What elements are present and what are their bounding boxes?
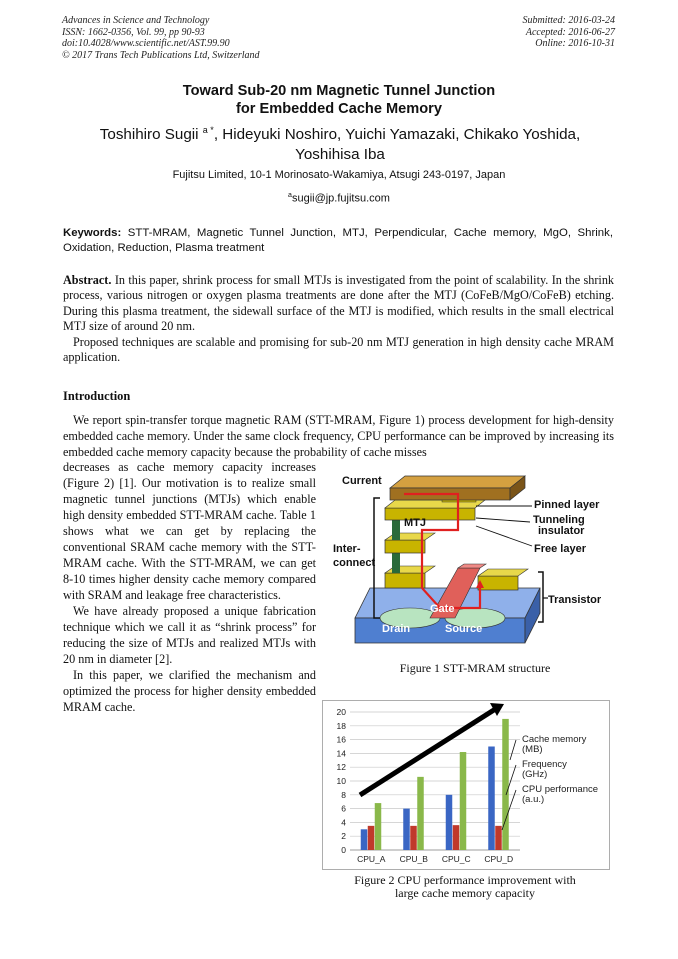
author-list bbox=[70, 121, 610, 164]
label-transistor: Transistor bbox=[548, 594, 602, 606]
figure-1-diagram bbox=[330, 468, 615, 660]
y-tick-label: 8 bbox=[341, 789, 346, 800]
accepted-date: Accepted: 2016-06-27 bbox=[525, 26, 615, 38]
label-free-layer: Free layer bbox=[534, 543, 586, 555]
bar-performance bbox=[502, 719, 509, 850]
intro-column bbox=[63, 459, 316, 715]
intro-col-paragraph-3: In this paper, we clarified the mechanism and optimized the process for higher density embedded MRAM cache. bbox=[63, 668, 316, 714]
label-interconnect-2: connect bbox=[333, 557, 376, 569]
abstract-label: Abstract. bbox=[63, 273, 112, 287]
section-heading-introduction: Introduction bbox=[63, 389, 131, 403]
abstract-paragraph-2: Proposed techniques are scalable and promising for sub-20 nm MTJ generation in high density cache MRAM application. bbox=[63, 334, 614, 365]
y-tick-label: 2 bbox=[341, 831, 346, 842]
bar-performance bbox=[417, 777, 424, 850]
submitted-date: Submitted: 2016-03-24 bbox=[522, 15, 615, 26]
y-tick-label: 20 bbox=[336, 707, 346, 717]
y-tick-label: 0 bbox=[341, 845, 346, 855]
label-current: Current bbox=[342, 475, 382, 487]
label-gate: Gate bbox=[430, 603, 455, 615]
x-tick-label: CPU_D bbox=[484, 854, 514, 864]
bar-frequency bbox=[410, 826, 417, 850]
y-tick-label: 14 bbox=[336, 748, 346, 759]
legend-label: CPU performance bbox=[522, 784, 599, 795]
tunneling-pointer bbox=[476, 518, 530, 522]
legend-label: Cache memory bbox=[522, 734, 587, 745]
email-line bbox=[0, 189, 678, 206]
figure-2-chart bbox=[322, 700, 610, 870]
intro-col-paragraph-2: We have already proposed a unique fabrication technique which we call it as “shrink process” for reducing the size of MTJs and realized MTJs with 20 nm in diameter [2]. bbox=[63, 604, 316, 666]
authors-rest-2: Yoshihisa Iba bbox=[295, 145, 385, 163]
authors-rest-1: , Hideyuki Noshiro, Yuichi Yamazaki, Chikako Yoshida, bbox=[213, 126, 581, 144]
copyright: © 2017 Trans Tech Publications Ltd, Switzerland bbox=[62, 49, 260, 61]
bar-frequency bbox=[495, 826, 502, 850]
title-line-1: Toward Sub-20 nm Magnetic Tunnel Junction bbox=[182, 83, 496, 99]
figure-2-caption-line-1: Figure 2 CPU performance improvement with bbox=[354, 873, 576, 887]
label-mtj: MTJ bbox=[404, 517, 426, 529]
bit-line-top bbox=[390, 476, 525, 488]
abstract-paragraph-1 bbox=[63, 273, 614, 335]
y-tick-label: 4 bbox=[341, 817, 346, 828]
email-mark: a bbox=[288, 192, 292, 199]
journal-name: Advances in Science and Technology bbox=[62, 15, 210, 26]
figure-1-caption: Figure 1 STT-MRAM structure bbox=[399, 661, 551, 675]
author-first: Toshihiro Sugii bbox=[99, 126, 199, 144]
bar-cache bbox=[488, 747, 495, 851]
y-tick-label: 12 bbox=[336, 762, 346, 773]
intro-col-paragraph-1: decreases as cache memory capacity increases (Figure 2) [1]. Our motivation is to realize small magnetic tunnel junctions (MTJs) which enable high density embedded STT-MRAM cache. Table 1 shows what we can get by replacing the conventional SRAM cache memory with the STT-MRAM cache. With the STT-MRAM, we can get 8-10 times higher density cache memory compared with SRAM and leakage free characteristics. bbox=[63, 460, 316, 602]
intro-paragraph-full bbox=[63, 412, 614, 460]
x-tick-label: CPU_C bbox=[441, 854, 471, 864]
intro-text-full: We report spin-transfer torque magnetic RAM (STT-MRAM, Figure 1) process development for high-density embedded cache memory. Under the same clock frequency, CPU performance can be improved by increasing its embedded cache memory capacity because the probability of cache misses bbox=[63, 413, 614, 459]
label-pinned-layer: Pinned layer bbox=[534, 499, 600, 511]
gate-top bbox=[458, 564, 486, 568]
figure-2-caption bbox=[320, 874, 610, 900]
source-contact-top bbox=[478, 569, 528, 576]
affiliation: Fujitsu Limited, 10-1 Morinosato-Wakamiya, Atsugi 243-0197, Japan bbox=[172, 169, 506, 181]
interconnect-bar bbox=[385, 508, 475, 520]
paper-title bbox=[0, 82, 678, 118]
bar-cache bbox=[403, 809, 410, 850]
figure-2-caption-line-2: large cache memory capacity bbox=[394, 886, 536, 900]
journal-header bbox=[62, 15, 260, 61]
issn: ISSN: 1662-0356, Vol. 99, pp 90-93 bbox=[62, 26, 205, 38]
bar-cache bbox=[361, 829, 368, 850]
dates-header bbox=[523, 15, 616, 50]
interconnect-block-2 bbox=[385, 540, 425, 553]
y-tick-label: 18 bbox=[336, 720, 346, 731]
email-link[interactable]: sugii@jp.fujitsu.com bbox=[291, 192, 390, 205]
label-tunneling-2: insulator bbox=[538, 525, 585, 537]
keywords-text: STT-MRAM, Magnetic Tunnel Junction, MTJ, Perpendicular, Cache memory, MgO, Shrink, Oxidation, Reduction, Plasma treatment bbox=[63, 227, 613, 254]
legend-label: Frequency bbox=[522, 759, 567, 770]
title-line-2: for Embedded Cache Memory bbox=[236, 101, 442, 117]
label-interconnect-1: Inter- bbox=[333, 543, 361, 555]
bar-frequency bbox=[368, 826, 375, 850]
via-2 bbox=[392, 520, 400, 540]
bar-cache bbox=[446, 795, 453, 850]
keywords bbox=[63, 226, 613, 255]
bar-performance bbox=[460, 752, 467, 850]
label-drain: Drain bbox=[382, 623, 411, 635]
bar-frequency bbox=[453, 825, 460, 850]
legend-unit: (GHz) bbox=[522, 769, 548, 780]
legend-unit: (MB) bbox=[522, 744, 543, 755]
y-tick-label: 16 bbox=[336, 734, 346, 745]
y-tick-label: 6 bbox=[341, 803, 346, 814]
free-pointer bbox=[476, 526, 532, 546]
keywords-label: Keywords: bbox=[63, 227, 122, 239]
y-tick-label: 10 bbox=[336, 776, 346, 786]
legend-unit: (a.u.) bbox=[522, 794, 545, 805]
online-date: Online: 2016-10-31 bbox=[535, 38, 615, 49]
x-tick-label: CPU_A bbox=[357, 854, 386, 864]
source-contact bbox=[478, 576, 518, 590]
label-tunneling-1: Tunneling bbox=[533, 514, 585, 526]
label-source: Source bbox=[445, 623, 483, 635]
x-tick-label: CPU_B bbox=[399, 854, 428, 864]
abstract-text-1: In this paper, shrink process for small MTJs is investigated from the point of scalability. In the shrink process, various nitrogen or oxygen plasma treatments are done after the MTJ (CoFeB/MgO/CoFeB) etching. During this plasma treatment, the sidewall surface of the MTJ is modified, which results in the small electrical MTJ size of around 20 nm. bbox=[63, 273, 615, 334]
interconnect-block-1 bbox=[385, 573, 425, 588]
abstract bbox=[63, 273, 614, 365]
via-1 bbox=[392, 553, 400, 573]
bar-performance bbox=[375, 803, 382, 850]
doi-link[interactable]: doi:10.4028/www.scientific.net/AST.99.90 bbox=[62, 38, 230, 49]
author-affil-mark: a * bbox=[202, 125, 214, 135]
